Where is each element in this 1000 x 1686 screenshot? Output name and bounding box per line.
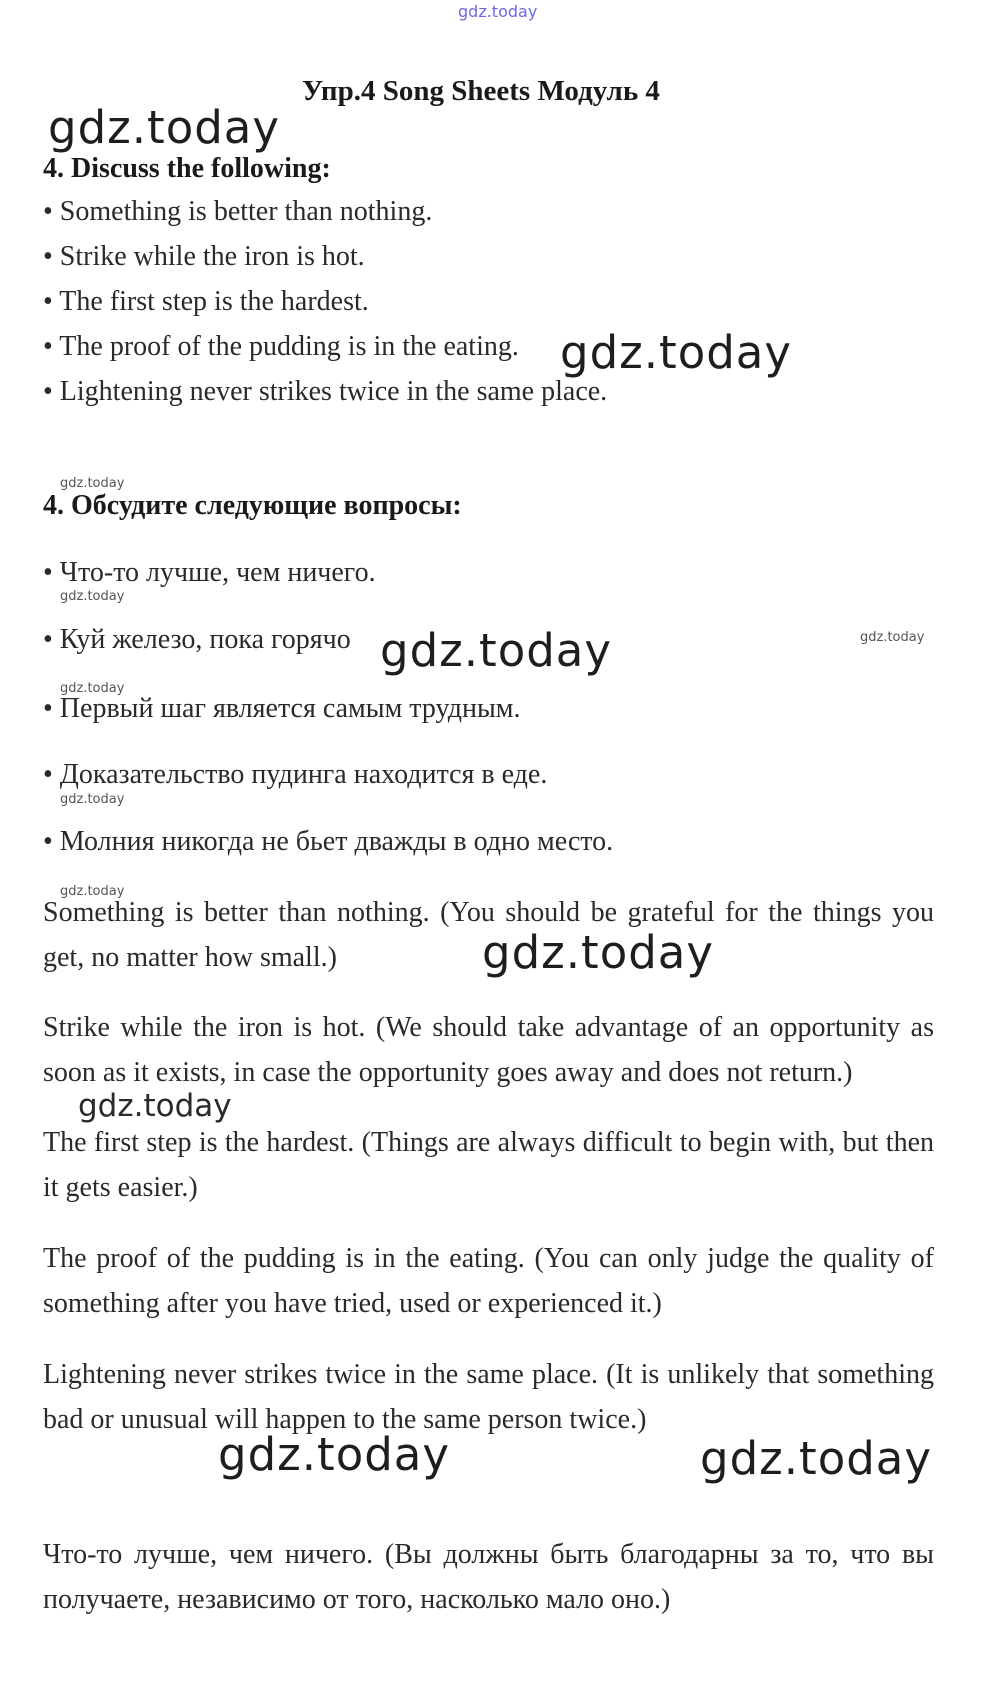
explanation-paragraph: Lightening never strikes twice in the same place. (It is unlikely that something bad or unusual will happen to the same person twice.) xyxy=(43,1359,934,1435)
russian-heading: 4. Обсудите следующие вопросы: xyxy=(43,490,462,521)
explanation-paragraph: Что-то лучше, чем ничего. (Вы должны быть благодарны за то, что вы получаете, независимо от того, насколько мало оно.) xyxy=(43,1539,934,1615)
page-title: Упр.4 Song Sheets Модуль 4 xyxy=(302,75,660,107)
russian-item: • Первый шаг является самым трудным. xyxy=(43,693,521,724)
watermark: gdz.today xyxy=(860,630,925,645)
russian-item: • Доказательство пудинга находится в еде. xyxy=(43,759,548,790)
watermark-top: gdz.today xyxy=(458,2,538,21)
russian-item: • Что-то лучше, чем ничего. xyxy=(43,557,376,588)
english-item: • Something is better than nothing. xyxy=(43,196,433,227)
explanation-paragraph: Strike while the iron is hot. (We should take advantage of an opportunity as soon as it exists, in case the opportunity goes away and does not return.) xyxy=(43,1012,934,1088)
watermark: gdz.today xyxy=(560,326,793,379)
watermark: gdz.today xyxy=(482,926,715,979)
watermark: gdz.today xyxy=(48,101,281,154)
watermark: gdz.today xyxy=(380,624,613,677)
watermark: gdz.today xyxy=(218,1428,451,1481)
english-item: • The proof of the pudding is in the eating. xyxy=(43,331,519,362)
watermark: gdz.today xyxy=(78,1088,232,1124)
explanation-paragraph: The first step is the hardest. (Things are always difficult to begin with, but then it gets easier.) xyxy=(43,1127,934,1203)
watermark: gdz.today xyxy=(60,476,125,491)
russian-item: • Куй железо, пока горячо xyxy=(43,624,351,655)
watermark: gdz.today xyxy=(700,1432,933,1485)
explanation-paragraph: The proof of the pudding is in the eating. (You can only judge the quality of something after you have tried, used or experienced it.) xyxy=(43,1243,934,1319)
english-item: • Lightening never strikes twice in the same place. xyxy=(43,376,608,407)
watermark: gdz.today xyxy=(60,681,125,696)
english-item: • Strike while the iron is hot. xyxy=(43,241,365,272)
watermark: gdz.today xyxy=(60,884,125,899)
russian-item: • Молния никогда не бьет дважды в одно место. xyxy=(43,826,614,857)
explanation-paragraph: Something is better than nothing. (You should be grateful for the things you get, no matter how small.) xyxy=(43,897,934,973)
watermark: gdz.today xyxy=(60,792,125,807)
english-heading: 4. Discuss the following: xyxy=(43,153,331,184)
english-item: • The first step is the hardest. xyxy=(43,286,369,317)
watermark: gdz.today xyxy=(60,589,125,604)
